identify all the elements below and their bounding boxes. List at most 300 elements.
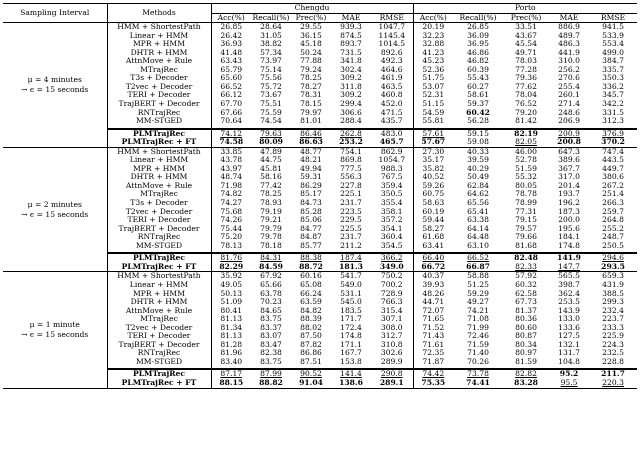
value-cell: 88.39: [300, 315, 322, 324]
value-cell: 66.87: [466, 262, 490, 271]
method-name: MPR + HMM: [107, 165, 211, 174]
value-cell: 77.88: [300, 57, 322, 66]
value-cell: 174.8: [340, 332, 362, 341]
value-cell: 65.79: [211, 66, 251, 75]
value-cell: 81.13: [211, 315, 251, 324]
value-cell: 86.29: [300, 181, 322, 190]
value-cell: 87.17: [211, 369, 251, 379]
value-cell: 83.47: [260, 340, 282, 349]
interval-epsilon: → ϵ = 15 seconds: [21, 209, 89, 219]
value-cell: 267.2: [602, 181, 624, 190]
value-cell: 78.31: [300, 91, 322, 100]
value-cell: 862.9: [380, 147, 403, 156]
value-cell: 200.0: [558, 216, 580, 225]
value-cell: 74.54: [260, 117, 282, 126]
value-cell: 75.72: [260, 82, 282, 91]
value-cell: 75.44: [211, 225, 251, 234]
value-cell: 81.59: [515, 357, 537, 366]
value-cell: 79.15: [515, 216, 537, 225]
value-cell: 51.15: [413, 100, 453, 109]
value-cell: 36.15: [300, 31, 322, 40]
value-cell: 76.52: [515, 100, 537, 109]
value-cell: 80.87: [515, 332, 537, 341]
method-name: PLMTrajRec: [107, 369, 211, 379]
value-cell: 248.7: [602, 233, 624, 242]
value-cell: 51.09: [211, 298, 251, 307]
value-cell: 255.2: [602, 224, 624, 233]
value-cell: 59.37: [467, 100, 489, 109]
value-cell: 172.4: [340, 323, 362, 332]
value-cell: 315.4: [380, 306, 403, 315]
method-name: Linear + HMM: [107, 156, 211, 165]
value-cell: 57.34: [260, 48, 282, 57]
table-row: [3, 23, 637, 32]
value-cell: 80.41: [211, 307, 251, 316]
value-cell: 310.0: [558, 57, 580, 66]
value-cell: 63.41: [413, 242, 453, 251]
value-cell: 196.2: [558, 199, 580, 208]
value-cell: 45.18: [300, 40, 322, 49]
value-cell: 38.82: [260, 40, 282, 49]
value-cell: 73.78: [467, 369, 489, 379]
value-cell: 766.3: [380, 298, 403, 307]
value-cell: 49.71: [515, 48, 537, 57]
value-cell: 74.82: [211, 190, 251, 199]
value-cell: 41.48: [211, 49, 251, 58]
value-cell: 71.87: [413, 358, 453, 367]
value-cell: 75.51: [260, 100, 282, 109]
value-cell: 46.86: [467, 48, 489, 57]
value-cell: 376.9: [602, 128, 624, 138]
value-cell: 299.4: [340, 100, 362, 109]
value-cell: 360.4: [380, 233, 403, 242]
value-cell: 39.59: [467, 156, 489, 165]
value-cell: 380.6: [602, 173, 624, 182]
value-cell: 220.3: [602, 378, 624, 387]
value-cell: 91.04: [299, 378, 323, 387]
method-name: MTrajRec: [107, 66, 211, 75]
value-cell: 81.13: [211, 332, 251, 341]
results-table: [3, 3, 637, 389]
value-cell: 200.8: [557, 138, 581, 147]
method-name: PLMTrajRec + FT: [107, 263, 211, 272]
value-cell: 892.6: [380, 48, 403, 57]
value-cell: 211.7: [601, 369, 625, 379]
value-cell: 84.65: [260, 306, 282, 315]
value-cell: 310.8: [380, 340, 403, 349]
value-cell: 85.06: [300, 216, 322, 225]
value-cell: 82.05: [515, 138, 537, 147]
method-name: AttnMove + Rule: [107, 182, 211, 191]
method-name: MPR + HMM: [107, 290, 211, 299]
method-name: MM-STGED: [107, 117, 211, 126]
value-cell: 460.8: [380, 91, 403, 100]
value-cell: 75.20: [211, 233, 251, 242]
value-cell: 255.4: [558, 82, 580, 91]
value-cell: 79.19: [260, 207, 282, 216]
value-cell: 77.62: [515, 82, 537, 91]
value-cell: 79.21: [260, 216, 282, 225]
value-cell: 81.76: [211, 253, 251, 263]
value-cell: 47.89: [260, 147, 282, 156]
value-cell: 64.48: [467, 233, 489, 242]
value-cell: 59.44: [413, 216, 453, 225]
value-cell: 74.12: [211, 129, 251, 139]
value-cell: 81.34: [211, 324, 251, 333]
value-cell: 389.6: [558, 156, 580, 165]
value-cell: 66.72: [413, 263, 453, 272]
value-cell: 452.0: [380, 100, 403, 109]
value-cell: 65.66: [260, 280, 282, 289]
value-cell: 350.5: [380, 190, 403, 199]
value-cell: 78.27: [300, 82, 322, 91]
header-methods: Methods: [107, 4, 211, 23]
method-name: AttnMove + Rule: [107, 57, 211, 66]
value-cell: 74.26: [211, 216, 251, 225]
value-cell: 60.19: [413, 208, 453, 217]
value-cell: 26.42: [211, 32, 251, 41]
method-name: AttnMove + Rule: [107, 307, 211, 316]
value-cell: 293.5: [601, 262, 625, 271]
value-cell: 66.52: [467, 253, 489, 263]
value-cell: 647.3: [558, 147, 580, 156]
value-cell: 253.2: [339, 138, 363, 147]
value-cell: 57.92: [515, 271, 537, 281]
method-name: MM-STGED: [107, 358, 211, 367]
value-cell: 259.7: [602, 207, 624, 216]
value-cell: 77.42: [260, 181, 282, 190]
value-cell: 70.23: [260, 298, 282, 307]
value-cell: 248.6: [558, 108, 580, 117]
value-cell: 84.73: [300, 199, 322, 208]
value-cell: 206.9: [558, 117, 580, 126]
value-cell: 78.25: [300, 74, 322, 83]
method-name: T3s + Decoder: [107, 199, 211, 208]
value-cell: 35.92: [211, 272, 251, 281]
value-cell: 229.5: [340, 216, 362, 225]
value-cell: 104.8: [558, 357, 580, 366]
value-cell: 26.85: [467, 22, 489, 32]
method-name: TERI + Decoder: [107, 91, 211, 100]
table-row: [3, 147, 637, 156]
method-name: DHTR + HMM: [107, 49, 211, 58]
value-cell: 227.8: [340, 181, 362, 190]
value-cell: 71.65: [413, 315, 453, 324]
value-cell: 62.58: [515, 289, 537, 298]
value-cell: 225.5: [340, 224, 362, 233]
value-cell: 355.4: [380, 199, 403, 208]
method-name: HMM + ShortestPath: [107, 23, 211, 32]
value-cell: 87.51: [300, 357, 322, 366]
value-cell: 317.0: [558, 173, 580, 182]
value-cell: 486.3: [558, 40, 580, 49]
value-cell: 52.36: [413, 66, 453, 75]
value-cell: 36.93: [211, 40, 251, 49]
method-name: Linear + HMM: [107, 281, 211, 290]
value-cell: 58.16: [260, 173, 282, 182]
value-cell: 65.60: [211, 74, 251, 83]
value-cell: 54.59: [413, 109, 453, 118]
value-cell: 95.5: [560, 378, 578, 387]
value-cell: 309.2: [340, 91, 362, 100]
value-cell: 60.27: [467, 82, 489, 91]
value-cell: 171.7: [340, 315, 362, 324]
value-cell: 358.1: [380, 207, 403, 216]
method-name: RNTrajRec: [107, 349, 211, 358]
method-name: T2vec + Decoder: [107, 208, 211, 217]
value-cell: 61.68: [413, 233, 453, 242]
value-cell: 223.7: [602, 315, 624, 324]
value-cell: 289.9: [380, 357, 403, 366]
value-cell: 79.20: [515, 108, 537, 117]
method-name: MM-STGED: [107, 242, 211, 251]
header-metric: Recall(%): [252, 13, 290, 22]
value-cell: 87.50: [300, 332, 322, 341]
method-name: DHTR + HMM: [107, 173, 211, 182]
value-cell: 82.48: [514, 253, 538, 263]
value-cell: 1047.7: [378, 22, 406, 32]
value-cell: 731.5: [340, 48, 362, 57]
value-cell: 44.75: [260, 156, 282, 165]
value-cell: 63.59: [300, 298, 322, 307]
value-cell: 80.09: [259, 138, 283, 147]
value-cell: 370.2: [601, 138, 625, 147]
value-cell: 49.27: [467, 298, 489, 307]
value-cell: 289.1: [379, 378, 404, 387]
value-cell: 75.56: [260, 74, 282, 83]
value-cell: 342.2: [602, 100, 624, 109]
value-cell: 747.4: [602, 147, 624, 156]
value-cell: 31.05: [260, 31, 282, 40]
interval-cell: [3, 147, 107, 272]
value-cell: 184.1: [558, 233, 580, 242]
value-cell: 939.3: [340, 22, 362, 32]
method-name: MTrajRec: [107, 315, 211, 324]
value-cell: 174.8: [558, 241, 580, 250]
value-cell: 231.7: [340, 233, 362, 242]
value-cell: 82.38: [260, 349, 282, 358]
value-cell: 531.1: [340, 289, 362, 298]
value-cell: 58.63: [413, 199, 453, 208]
value-cell: 81.68: [515, 241, 537, 250]
value-cell: 266.3: [602, 199, 624, 208]
method-name: TERI + Decoder: [107, 216, 211, 225]
value-cell: 35.17: [413, 156, 453, 165]
value-cell: 46.82: [467, 57, 489, 66]
value-cell: 463.5: [380, 82, 403, 91]
value-cell: 45.54: [515, 40, 537, 49]
value-cell: 66.24: [300, 289, 322, 298]
value-cell: 82.19: [514, 128, 538, 138]
value-cell: 225.9: [602, 332, 624, 341]
value-cell: 71.08: [467, 315, 489, 324]
value-cell: 58.61: [467, 91, 489, 100]
value-cell: 83.28: [514, 378, 538, 387]
value-cell: 251.4: [602, 190, 624, 199]
value-cell: 64.62: [467, 190, 489, 199]
value-cell: 81.96: [211, 349, 251, 358]
method-name: TERI + Decoder: [107, 332, 211, 341]
value-cell: 869.8: [340, 156, 362, 165]
value-cell: 55.81: [413, 117, 453, 126]
value-cell: 78.78: [515, 190, 537, 199]
value-cell: 87.82: [300, 340, 322, 349]
value-cell: 59.26: [413, 182, 453, 191]
value-cell: 1014.5: [378, 40, 406, 49]
value-cell: 78.13: [211, 242, 251, 251]
value-cell: 75.14: [260, 65, 282, 74]
value-cell: 55.43: [467, 74, 489, 83]
value-cell: 80.05: [515, 181, 537, 190]
value-cell: 71.99: [467, 323, 489, 332]
value-cell: 223.5: [340, 207, 362, 216]
value-cell: 52.78: [515, 156, 537, 165]
value-cell: 46.00: [515, 147, 537, 156]
header-metric: Prec(%): [510, 13, 542, 22]
value-cell: 1145.4: [378, 31, 406, 40]
value-cell: 82.33: [515, 262, 537, 271]
header-metric: RMSE: [600, 13, 626, 22]
value-cell: 193.7: [558, 190, 580, 199]
value-cell: 74.42: [413, 369, 453, 379]
method-name: RNTrajRec: [107, 233, 211, 242]
value-cell: 59.15: [467, 128, 489, 138]
value-cell: 78.25: [260, 190, 282, 199]
value-cell: 60.16: [300, 271, 322, 281]
value-cell: 141.4: [340, 369, 362, 379]
value-cell: 541.7: [340, 271, 362, 281]
value-cell: 78.18: [260, 241, 282, 250]
value-cell: 256.2: [558, 65, 580, 74]
value-cell: 81.42: [515, 117, 537, 126]
value-cell: 63.78: [260, 289, 282, 298]
value-cell: 65.08: [300, 280, 322, 289]
header-metric: MAE: [341, 13, 361, 22]
value-cell: 886.9: [558, 22, 580, 32]
value-cell: 71.52: [413, 324, 453, 333]
header-metric: Recall(%): [459, 13, 497, 22]
value-cell: 78.15: [300, 100, 322, 109]
value-cell: 74.27: [211, 199, 251, 208]
value-cell: 341.8: [340, 57, 362, 66]
method-name: MPR + HMM: [107, 40, 211, 49]
value-cell: 728.9: [380, 289, 403, 298]
value-cell: 201.4: [558, 181, 580, 190]
value-cell: 88.02: [300, 323, 322, 332]
interval-epsilon: → ϵ = 15 seconds: [21, 329, 89, 339]
value-cell: 27.30: [413, 147, 453, 156]
value-cell: 43.78: [211, 156, 251, 165]
value-cell: 449.7: [602, 164, 624, 173]
value-cell: 26.85: [211, 23, 251, 32]
value-cell: 232.4: [602, 306, 624, 315]
value-cell: 349.0: [379, 262, 404, 271]
value-cell: 55.32: [515, 173, 537, 182]
value-cell: 874.5: [340, 31, 362, 40]
method-name: TrajBERT + Decoder: [107, 225, 211, 234]
value-cell: 75.35: [413, 379, 453, 388]
header-metric: MAE: [559, 13, 579, 22]
value-cell: 81.28: [211, 341, 251, 350]
value-cell: 71.98: [211, 182, 251, 191]
value-cell: 187.3: [558, 207, 580, 216]
value-cell: 262.8: [340, 128, 362, 138]
value-cell: 78.99: [515, 199, 537, 208]
value-cell: 132.1: [558, 340, 580, 349]
value-cell: 471.5: [380, 108, 403, 117]
value-cell: 700.2: [380, 280, 403, 289]
value-cell: 777.5: [340, 164, 362, 173]
value-cell: 290.8: [380, 369, 403, 379]
value-cell: 64.14: [467, 224, 489, 233]
value-cell: 306.6: [340, 108, 362, 117]
value-cell: 74.58: [211, 138, 251, 147]
value-cell: 35.82: [413, 165, 453, 174]
value-cell: 147.7: [558, 262, 580, 271]
value-cell: 71.59: [467, 340, 489, 349]
header-city-chengdu: Chengdu: [211, 4, 413, 14]
value-cell: 79.36: [515, 74, 537, 83]
value-cell: 63.43: [211, 57, 251, 66]
value-cell: 79.79: [260, 224, 282, 233]
value-cell: 354.5: [380, 241, 403, 250]
header-city-porto: Porto: [413, 4, 637, 14]
value-cell: 81.37: [515, 306, 537, 315]
value-cell: 499.0: [602, 48, 624, 57]
value-cell: 58.88: [467, 271, 489, 281]
value-cell: 87.99: [260, 369, 282, 379]
value-cell: 465.7: [379, 138, 404, 147]
value-cell: 85.17: [300, 190, 322, 199]
value-cell: 83.40: [211, 358, 251, 367]
value-cell: 312.7: [380, 332, 403, 341]
value-cell: 40.33: [467, 147, 489, 156]
value-cell: 20.19: [413, 23, 453, 32]
value-cell: 288.4: [340, 117, 362, 126]
header-metric: RMSE: [379, 13, 404, 22]
value-cell: 43.67: [515, 31, 537, 40]
value-cell: 133.0: [558, 315, 580, 324]
interval-mu: μ = 4 minutes: [27, 74, 82, 84]
value-cell: 59.29: [467, 289, 489, 298]
value-cell: 36.09: [467, 31, 489, 40]
interval-mu: μ = 1 minute: [29, 319, 80, 329]
value-cell: 187.4: [340, 253, 362, 263]
value-cell: 50.49: [467, 173, 489, 182]
value-cell: 483.0: [380, 128, 403, 138]
value-cell: 72.07: [413, 307, 453, 316]
value-cell: 302.6: [380, 349, 403, 358]
value-cell: 195.6: [558, 224, 580, 233]
value-cell: 153.8: [340, 357, 362, 366]
value-cell: 354.1: [380, 224, 403, 233]
value-cell: 50.24: [300, 48, 322, 57]
value-cell: 659.3: [602, 271, 624, 281]
value-cell: 48.26: [413, 290, 453, 299]
value-cell: 294.6: [602, 253, 624, 263]
value-cell: 127.5: [558, 332, 580, 341]
value-cell: 63.10: [467, 241, 489, 250]
value-cell: 260.1: [558, 91, 580, 100]
value-cell: 78.03: [515, 57, 537, 66]
value-cell: 65.56: [467, 199, 489, 208]
value-cell: 308.0: [380, 323, 403, 332]
value-cell: 307.1: [380, 315, 403, 324]
value-cell: 73.97: [260, 57, 282, 66]
method-name: T2vec + Decoder: [107, 83, 211, 92]
method-name: HMM + ShortestPath: [107, 147, 211, 156]
value-cell: 39.93: [413, 281, 453, 290]
